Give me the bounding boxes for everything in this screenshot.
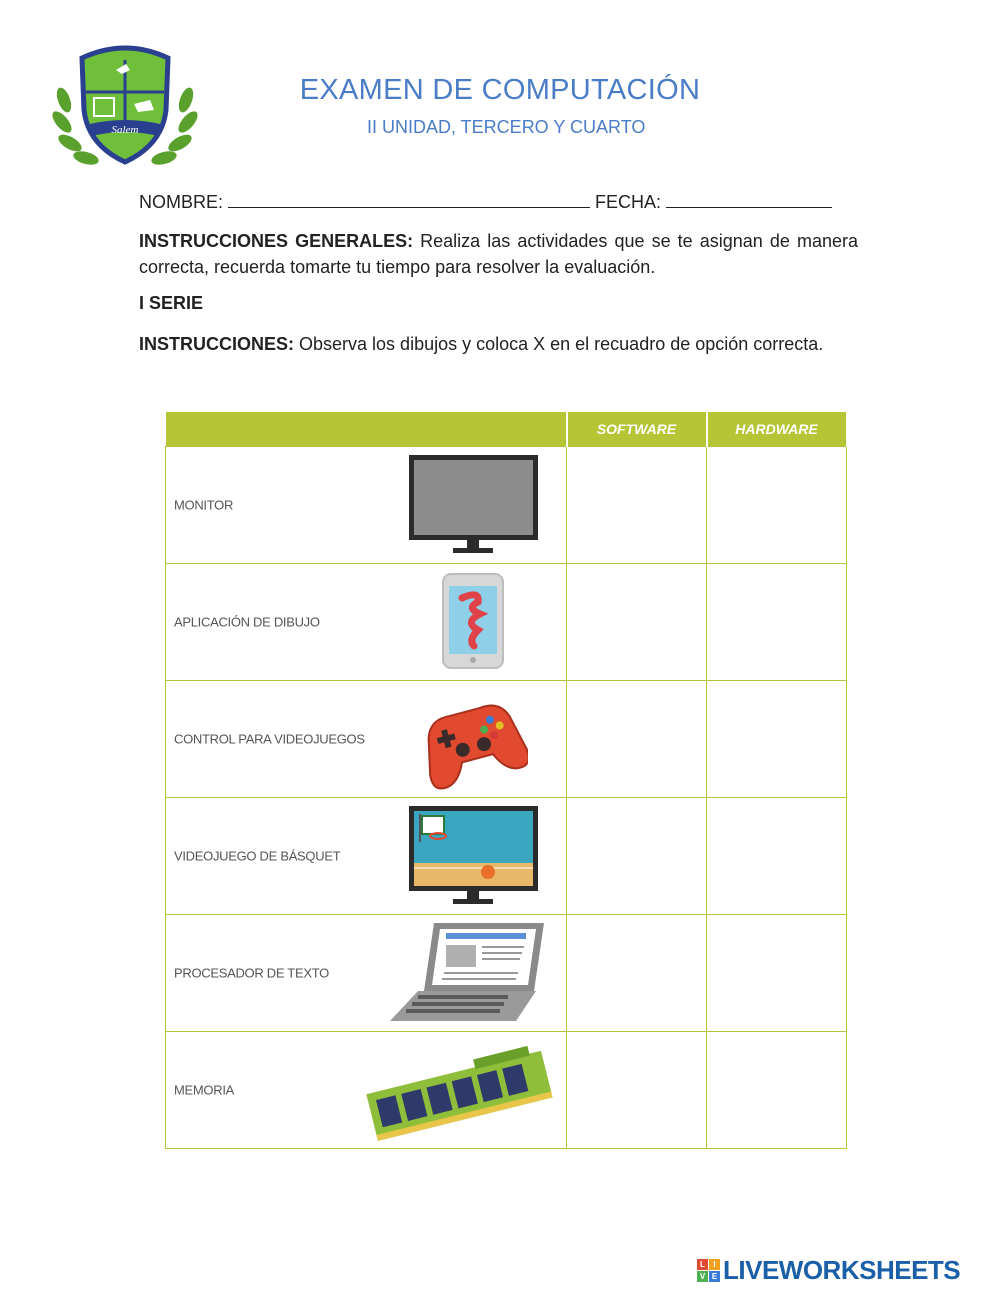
serie-instructions [139, 331, 858, 357]
item-label: MONITOR [174, 497, 234, 513]
answer-software-basketball-game[interactable] [567, 798, 707, 915]
item-cell [166, 681, 567, 798]
table-row [166, 681, 847, 798]
answer-hardware-word-processor[interactable] [707, 915, 847, 1032]
header-item [166, 412, 567, 447]
table-row [166, 564, 847, 681]
answer-software-word-processor[interactable] [567, 915, 707, 1032]
answer-hardware-memory[interactable] [707, 1032, 847, 1149]
answer-software-monitor[interactable] [567, 447, 707, 564]
answer-software-drawing-app[interactable] [567, 564, 707, 681]
brand-letter: E [709, 1271, 720, 1282]
item-cell [166, 1032, 567, 1149]
liveworksheets-brand [697, 1255, 960, 1285]
serie-instructions-label: INSTRUCCIONES: [139, 334, 295, 354]
general-instructions-text: Realiza las actividades que se te asignan de manera correcta, recuerda tomarte tu tiempo para resolver la evaluación. [139, 231, 858, 277]
general-instructions-label: INSTRUCCIONES GENERALES: [139, 231, 414, 251]
gamepad-icon [416, 685, 528, 791]
answer-hardware-monitor[interactable] [707, 447, 847, 564]
date-label: FECHA: [595, 192, 662, 212]
answer-software-memory[interactable] [567, 1032, 707, 1149]
date-field[interactable] [666, 189, 832, 208]
general-instructions [139, 228, 858, 280]
item-label: MEMORIA [174, 1082, 235, 1098]
school-crest-logo [50, 40, 200, 175]
brand-letter: I [709, 1259, 720, 1270]
monitor-icon [406, 451, 541, 557]
brand-letter: V [697, 1271, 708, 1282]
name-date-line [139, 189, 832, 215]
item-label: CONTROL PARA VIDEOJUEGOS [174, 731, 365, 747]
item-cell [166, 798, 567, 915]
name-field[interactable] [228, 189, 590, 208]
answer-hardware-gamepad[interactable] [707, 681, 847, 798]
page-subtitle: II UNIDAD, TERCERO Y CUARTO [367, 117, 646, 137]
item-label: APLICACIÓN DE DIBUJO [174, 614, 320, 630]
tablet-drawing-icon [440, 568, 506, 674]
answer-hardware-drawing-app[interactable] [707, 564, 847, 681]
item-label: PROCESADOR DE TEXTO [174, 965, 329, 981]
liveworksheets-wordmark: LIVEWORKSHEETS [723, 1254, 961, 1285]
brand-letter: L [697, 1259, 708, 1270]
svg-text:Salem: Salem [111, 124, 139, 136]
page-title: EXAMEN DE COMPUTACIÓN [299, 74, 701, 106]
table-row [166, 447, 847, 564]
laptop-document-icon [388, 919, 548, 1027]
table-row [166, 1032, 847, 1149]
serie-instructions-text: Observa los dibujos y coloca X en el recuadro de opción correcta. [294, 334, 824, 354]
ram-module-icon [360, 1036, 556, 1144]
answer-hardware-basketball-game[interactable] [707, 798, 847, 915]
liveworksheets-logo-icon [697, 1259, 720, 1282]
basketball-game-icon [406, 802, 541, 908]
item-cell [166, 915, 567, 1032]
serie-heading: I SERIE [139, 293, 204, 313]
classification-table [165, 412, 848, 1149]
header-software: SOFTWARE [567, 412, 707, 447]
answer-software-gamepad[interactable] [567, 681, 707, 798]
table-row [166, 915, 847, 1032]
item-label: VIDEOJUEGO DE BÁSQUET [174, 848, 341, 864]
table-row [166, 798, 847, 915]
header-hardware: HARDWARE [707, 412, 847, 447]
table-header-row [166, 412, 847, 447]
item-cell [166, 447, 567, 564]
name-label: NOMBRE: [139, 192, 224, 212]
item-cell [166, 564, 567, 681]
